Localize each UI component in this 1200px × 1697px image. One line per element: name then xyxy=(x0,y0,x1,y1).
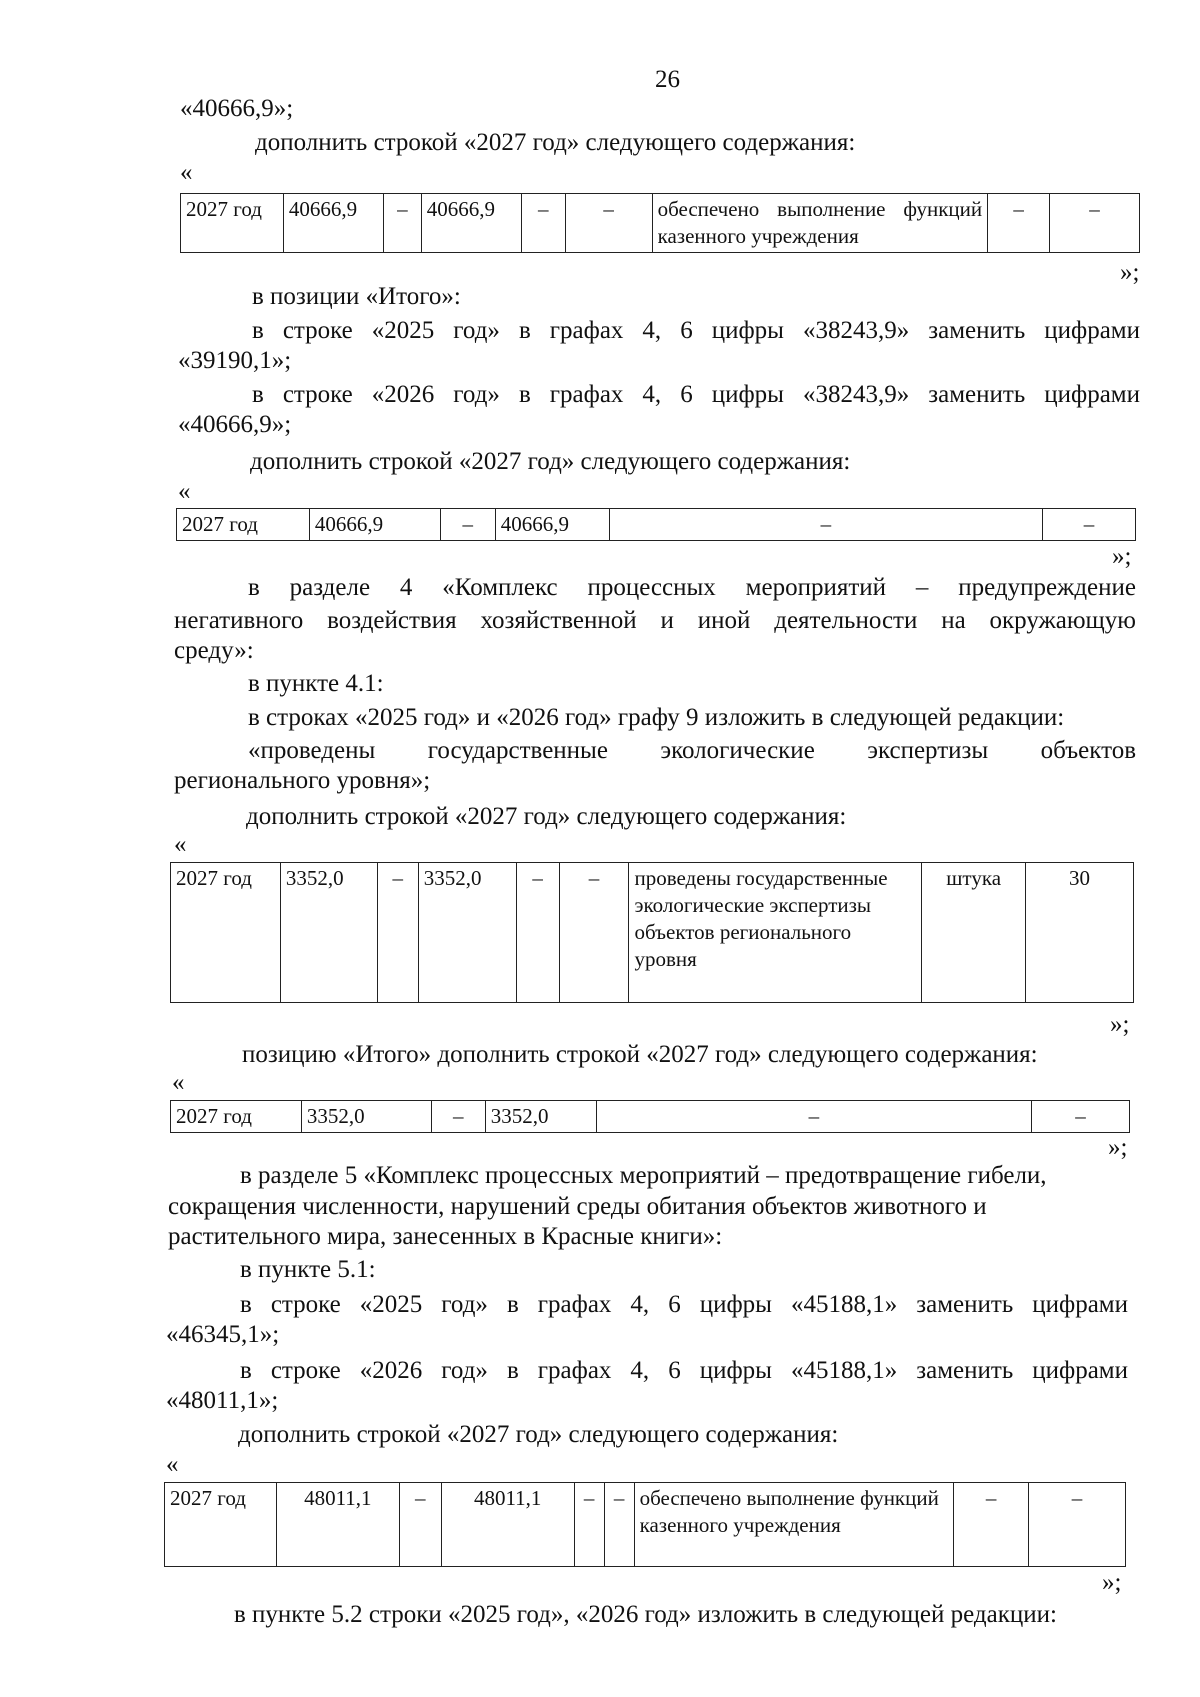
table-cell: 2027 год xyxy=(171,1101,302,1133)
table-itogo-2027-row-2 xyxy=(170,1100,1130,1133)
paragraph-line: дополнить строкой «2027 год» следующего содержания: xyxy=(238,1421,839,1448)
quote-open: « xyxy=(166,1451,179,1478)
quote-open: « xyxy=(178,478,191,505)
paragraph-line: дополнить строкой «2027 год» следующего содержания: xyxy=(246,803,847,830)
paragraph-line: в строках «2025 год» и «2026 год» графу 9 изложить в следующей редакции: xyxy=(248,704,1065,731)
table-cell: 2027 год xyxy=(165,1483,277,1567)
quote-close: »; xyxy=(1112,543,1132,570)
paragraph-line: в строке «2025 год» в графах 4, 6 цифры «45188,1» заменить цифрами xyxy=(240,1291,1128,1318)
paragraph-line: в разделе 5 «Комплекс процессных мероприятий – предотвращение гибели, xyxy=(240,1162,1047,1189)
paragraph-line: «39190,1»; xyxy=(178,347,292,374)
quote-close: »; xyxy=(1120,259,1140,286)
paragraph-line: растительного мира, занесенных в Красные книги»: xyxy=(168,1223,723,1250)
paragraph-line: «проведены государственные экологические экспертизы объектов xyxy=(248,737,1136,764)
table-cell: – xyxy=(954,1483,1029,1567)
paragraph-line: «46345,1»; xyxy=(166,1321,280,1348)
table-2027-row-3 xyxy=(164,1482,1126,1567)
table-cell: – xyxy=(565,194,652,253)
table-cell: штука xyxy=(922,863,1026,1003)
paragraph-line: в строке «2026 год» в графах 4, 6 цифры «38243,9» заменить цифрами xyxy=(252,381,1140,408)
table-cell: – xyxy=(377,863,418,1003)
paragraph-line: в строке «2025 год» в графах 4, 6 цифры «38243,9» заменить цифрами xyxy=(252,317,1140,344)
table-cell: 3352,0 xyxy=(301,1101,431,1133)
table-cell: – xyxy=(559,863,629,1003)
table-cell: – xyxy=(1032,1101,1130,1133)
paragraph-line: «48011,1»; xyxy=(166,1387,279,1414)
table-cell: – xyxy=(574,1483,604,1567)
quote-open: « xyxy=(174,831,187,858)
table-row xyxy=(177,509,1136,541)
table-2027-row-2 xyxy=(170,862,1134,1003)
table-row xyxy=(171,1101,1130,1133)
table-cell: – xyxy=(1050,194,1140,253)
quote-open: « xyxy=(180,159,193,186)
page-number: 26 xyxy=(655,66,680,93)
table-cell: 3352,0 xyxy=(485,1101,596,1133)
paragraph-line: регионального уровня»; xyxy=(174,767,431,794)
paragraph-line: в пункте 5.1: xyxy=(240,1256,376,1283)
quote-open: « xyxy=(172,1069,185,1096)
table-row xyxy=(171,863,1134,1003)
table-cell: обеспечено выполнение функций казенного учреждения xyxy=(634,1483,954,1567)
table-cell: – xyxy=(431,1101,485,1133)
table-cell: 40666,9 xyxy=(283,194,383,253)
paragraph-line: дополнить строкой «2027 год» следующего содержания: xyxy=(250,448,851,475)
table-row xyxy=(181,194,1140,253)
table-cell: – xyxy=(596,1101,1031,1133)
table-itogo-2027-row-1 xyxy=(176,508,1136,541)
table-cell: проведены государственные экологические экспертизы объектов регионального уровня xyxy=(629,863,922,1003)
paragraph-line: негативного воздействия хозяйственной и иной деятельности на окружающую xyxy=(174,607,1136,634)
table-cell: 3352,0 xyxy=(418,863,516,1003)
table-cell: – xyxy=(516,863,559,1003)
table-cell: – xyxy=(1029,1483,1126,1567)
quote-close: »; xyxy=(1108,1134,1128,1161)
table-cell: – xyxy=(399,1483,441,1567)
table-cell: – xyxy=(988,194,1050,253)
table-cell: – xyxy=(604,1483,634,1567)
table-row xyxy=(165,1483,1126,1567)
table-cell: – xyxy=(609,509,1042,541)
table-cell: – xyxy=(1043,509,1136,541)
table-cell: – xyxy=(440,509,495,541)
paragraph-line: дополнить строкой «2027 год» следующего содержания: xyxy=(255,129,856,156)
table-cell: 40666,9 xyxy=(309,509,440,541)
paragraph-line: «40666,9»; xyxy=(178,411,292,438)
paragraph-line: среду»: xyxy=(174,637,254,664)
table-cell: обеспечено выполнение функций казенного учреждения xyxy=(652,194,988,253)
table-cell: 2027 год xyxy=(181,194,284,253)
paragraph-line: «40666,9»; xyxy=(180,95,294,122)
table-cell: 2027 год xyxy=(177,509,310,541)
table-cell: 40666,9 xyxy=(495,509,609,541)
table-cell: – xyxy=(521,194,565,253)
paragraph-line: в пункте 5.2 строки «2025 год», «2026 год» изложить в следующей редакции: xyxy=(234,1601,1057,1628)
paragraph-line: в разделе 4 «Комплекс процессных мероприятий – предупреждение xyxy=(248,574,1136,601)
table-cell: 30 xyxy=(1026,863,1134,1003)
table-2027-row-1 xyxy=(180,193,1140,253)
paragraph-line: позицию «Итого» дополнить строкой «2027 год» следующего содержания: xyxy=(242,1041,1038,1068)
quote-close: »; xyxy=(1110,1011,1130,1038)
table-cell: 48011,1 xyxy=(276,1483,399,1567)
table-cell: 2027 год xyxy=(171,863,281,1003)
table-cell: 3352,0 xyxy=(280,863,377,1003)
paragraph-line: в строке «2026 год» в графах 4, 6 цифры «45188,1» заменить цифрами xyxy=(240,1357,1128,1384)
quote-close: »; xyxy=(1102,1569,1122,1596)
table-cell: 48011,1 xyxy=(441,1483,574,1567)
paragraph-line: сокращения численности, нарушений среды обитания объектов животного и xyxy=(168,1193,987,1220)
paragraph-line: в пункте 4.1: xyxy=(248,670,384,697)
table-cell: – xyxy=(383,194,421,253)
table-cell: 40666,9 xyxy=(421,194,521,253)
paragraph-line: в позиции «Итого»: xyxy=(252,283,461,310)
